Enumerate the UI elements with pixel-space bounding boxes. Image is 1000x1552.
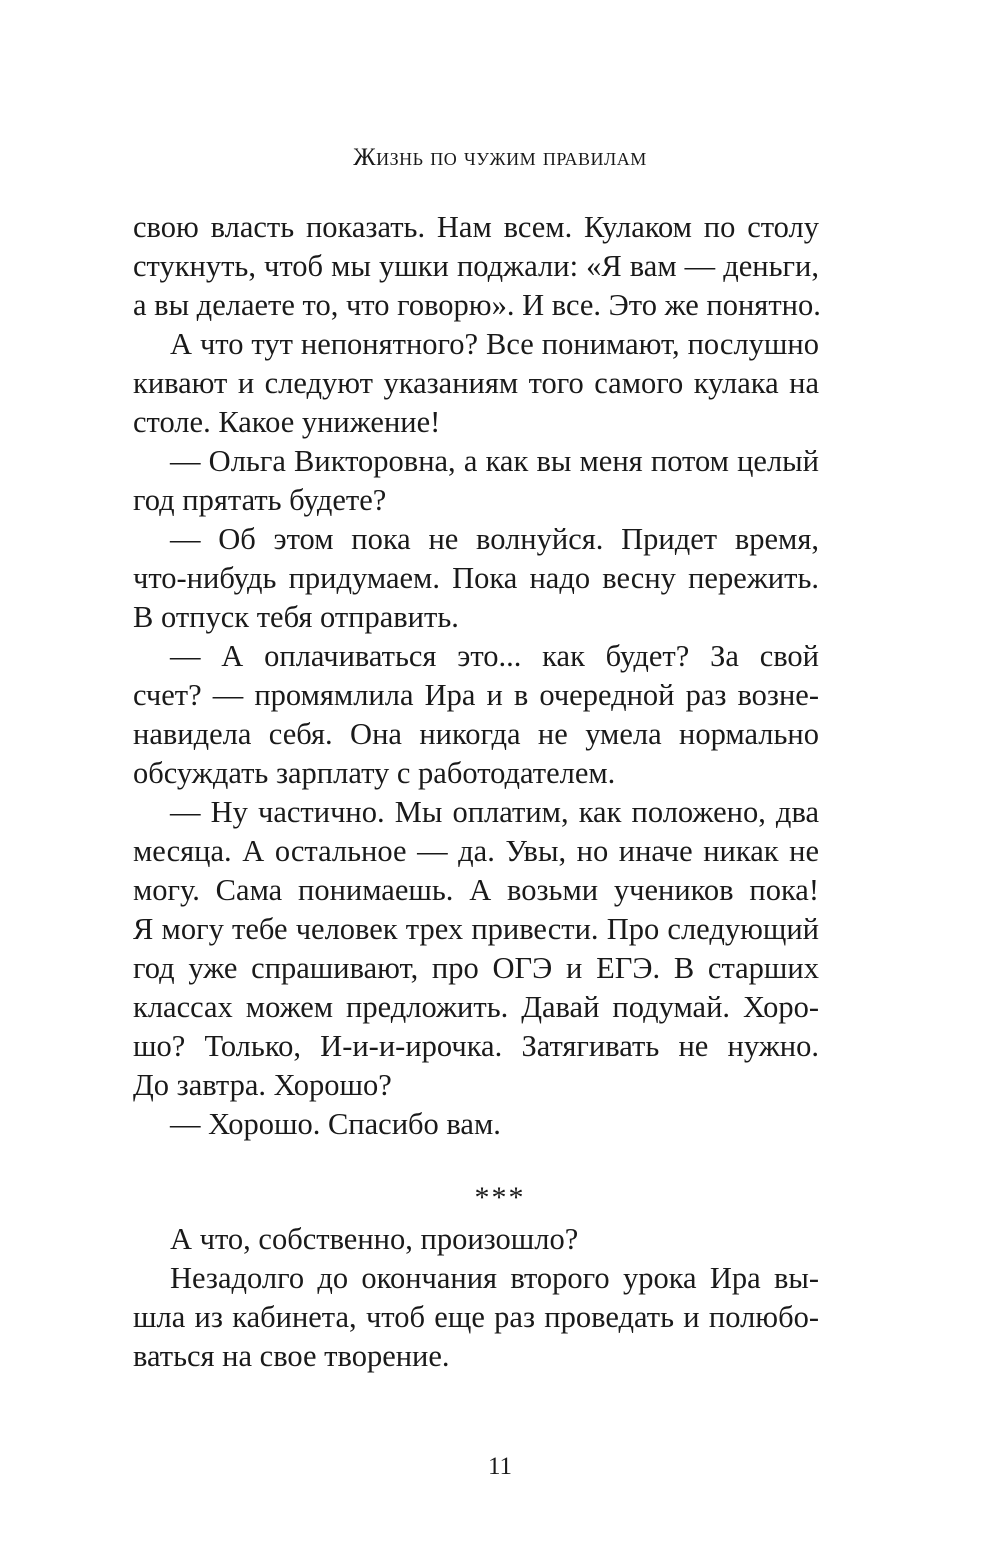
- text-line: — Об этом пока не волнуйся. Придет время,: [170, 522, 819, 556]
- text-line: год уже спрашивают, про ОГЭ и ЕГЭ. В старших: [133, 951, 819, 985]
- text-line: Незадолго до окончания второго урока Ира вы-: [170, 1261, 819, 1295]
- text-line: ваться на свое творение.: [133, 1339, 450, 1373]
- page-number: 11: [487, 1453, 513, 1480]
- text-line: — Хорошо. Спасибо вам.: [170, 1107, 501, 1141]
- text-line: — А оплачиваться это... как будет? За свой: [170, 639, 819, 673]
- text-line: год прятать будете?: [133, 483, 387, 517]
- text-line: А что, собственно, произошло?: [170, 1222, 579, 1256]
- text-line: столе. Какое унижение!: [133, 405, 441, 439]
- text-line: В отпуск тебя отправить.: [133, 600, 459, 634]
- text-line: обсуждать зарплату с работодателем.: [133, 756, 616, 790]
- text-line: месяца. А остальное — да. Увы, но иначе никак не: [133, 834, 819, 868]
- text-line: что-нибудь придумаем. Пока надо весну пережить.: [133, 561, 819, 595]
- text-line: кивают и следуют указаниям того самого кулака на: [133, 366, 819, 400]
- text-line: могу. Сама понимаешь. А возьми учеников пока!: [133, 873, 819, 907]
- text-line: классах можем предложить. Давай подумай. Хоро-: [133, 990, 819, 1024]
- text-line: счет? — промямлила Ира и в очередной раз возне-: [133, 678, 819, 712]
- text-line: А что тут непонятного? Все понимают, послушно: [170, 327, 819, 361]
- running-head: Жизнь по чужим правилам: [353, 144, 647, 171]
- text-line: До завтра. Хорошо?: [133, 1068, 392, 1102]
- text-line: Я могу тебе человек трех привести. Про следующий: [133, 912, 819, 946]
- text-line: навидела себя. Она никогда не умела нормально: [133, 717, 819, 751]
- text-block-after-separator: [133, 1220, 819, 1376]
- text-block-main: [133, 208, 819, 1144]
- text-line: стукнуть, чтоб мы ушки поджали: «Я вам — деньги,: [133, 249, 819, 283]
- text-line: — Ну частично. Мы оплатим, как положено, два: [170, 795, 819, 829]
- section-separator: ***: [474, 1181, 526, 1214]
- text-line: а вы делаете то, что говорю». И все. Это же понятно.: [133, 288, 821, 322]
- text-line: свою власть показать. Нам всем. Кулаком по столу: [133, 210, 819, 244]
- text-line: шо? Только, И-и-и-ирочка. Затягивать не нужно.: [133, 1029, 819, 1063]
- text-line: — Ольга Викторовна, а как вы меня потом целый: [170, 444, 819, 478]
- text-line: шла из кабинета, чтоб еще раз проведать и полюбо-: [133, 1300, 819, 1334]
